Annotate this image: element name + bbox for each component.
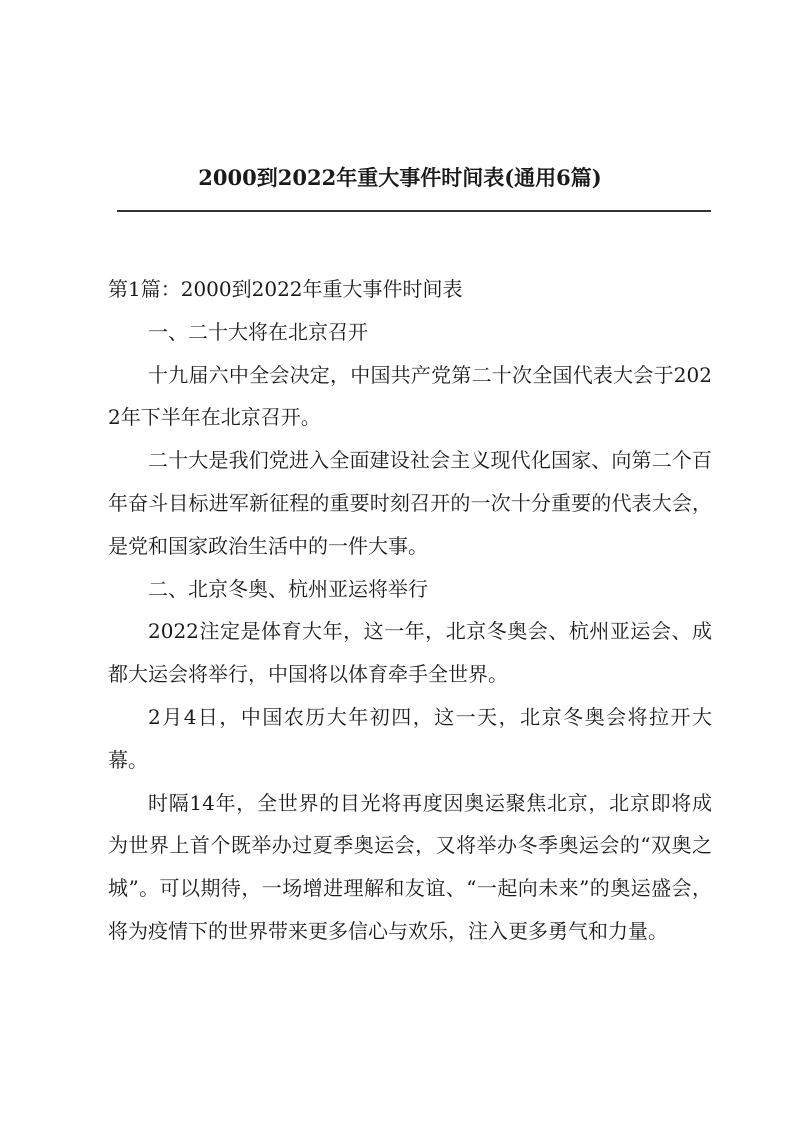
- subheading-2: 二、北京冬奥、杭州亚运将举行: [148, 576, 428, 601]
- document-body: [108, 268, 712, 953]
- subheading-1: 一、二十大将在北京召开: [148, 319, 368, 344]
- title-divider: [117, 210, 711, 212]
- paragraph-5: 时隔14年，全世界的目光将再度因奥运聚焦北京，北京即将成为世界上首个既举办过夏季奥运会，又将举办冬季奥运会的“双奥之城”。可以期待，一场增进理解和友谊、“一起向未来”的奥运盛会，将为疫情下的世界带来更多信心与欢乐，注入更多勇气和力量。: [108, 790, 712, 943]
- paragraph-3: 2022注定是体育大年，这一年，北京冬奥会、杭州亚运会、成都大运会将举行，中国将以体育牵手全世界。: [108, 619, 712, 687]
- document-title: 2000到2022年重大事件时间表(通用6篇): [198, 165, 602, 190]
- paragraph-1: 十九届六中全会决定，中国共产党第二十次全国代表大会于2022年下半年在北京召开。: [108, 362, 712, 430]
- paragraph-4: 2月4日，中国农历大年初四，这一天，北京冬奥会将拉开大幕。: [108, 704, 712, 772]
- section-heading: 第1篇：2000到2022年重大事件时间表: [108, 277, 463, 301]
- paragraph-2: 二十大是我们党进入全面建设社会主义现代化国家、向第二个百年奋斗目标进军新征程的重要时刻召开的一次十分重要的代表大会，是党和国家政治生活中的一件大事。: [108, 448, 712, 558]
